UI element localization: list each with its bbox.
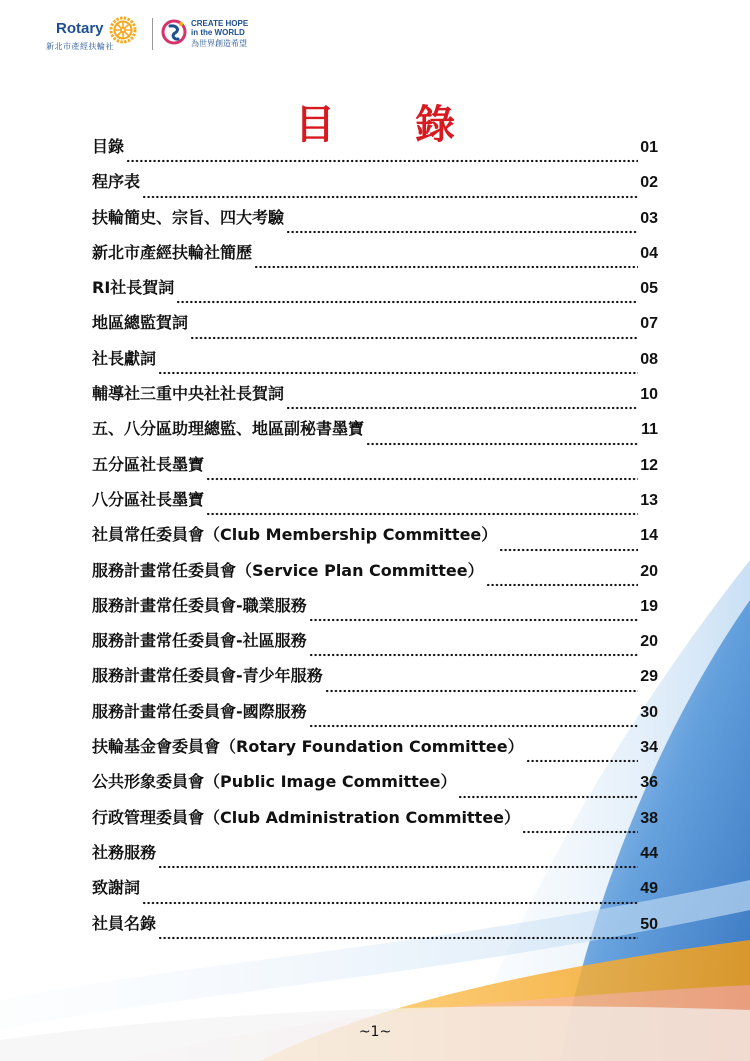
toc-entry[interactable]	[92, 240, 658, 275]
toc-entry-label: 行政管理委員會（Club Administration Committee）	[92, 807, 521, 827]
rotary-wheel-icon	[109, 16, 137, 44]
toc-entry-label: 新北市產經扶輪社簡歷	[92, 242, 253, 262]
toc-entry[interactable]	[92, 310, 658, 345]
toc-entry-page: 38	[640, 809, 658, 827]
toc-entry[interactable]	[92, 558, 658, 593]
toc-entry-page: 14	[640, 527, 658, 545]
toc-entry-label: 五分區社長墨寶	[92, 454, 205, 474]
table-of-contents	[92, 134, 658, 946]
toc-entry[interactable]	[92, 699, 658, 734]
toc-leader-dots	[206, 477, 638, 481]
toc-entry[interactable]	[92, 522, 658, 557]
toc-leader-dots	[526, 759, 639, 763]
toc-entry-page: 34	[640, 739, 658, 757]
toc-entry[interactable]	[92, 346, 658, 381]
header-divider	[152, 18, 153, 50]
theme-line-2: in the WORLD	[191, 28, 245, 37]
page-number: ~1~	[358, 1024, 392, 1040]
toc-entry-page: 05	[640, 280, 658, 298]
theme-line-3: 為世界創造希望	[191, 39, 247, 48]
create-hope-icon	[161, 17, 187, 47]
toc-entry-label: 輔導社三重中央社社長賀詞	[92, 384, 285, 404]
toc-entry-page: 12	[640, 456, 658, 474]
toc-entry-page: 49	[640, 880, 658, 898]
toc-entry-label: 服務計畫常任委員會-社區服務	[92, 631, 307, 651]
toc-leader-dots	[286, 406, 638, 410]
toc-entry-page: 01	[640, 139, 658, 156]
toc-leader-dots	[254, 265, 638, 269]
toc-entry[interactable]	[92, 769, 658, 804]
toc-entry-page: 19	[640, 597, 658, 615]
toc-entry[interactable]	[92, 628, 658, 663]
toc-leader-dots	[190, 336, 638, 340]
toc-entry-page: 03	[640, 209, 658, 227]
toc-entry[interactable]	[92, 593, 658, 628]
toc-entry-page: 10	[640, 386, 658, 404]
toc-entry[interactable]	[92, 840, 658, 875]
toc-entry-label: 社員名錄	[92, 913, 157, 933]
toc-entry-label: 扶輪簡史、宗旨、四大考驗	[92, 207, 285, 227]
toc-entry-page: 29	[640, 668, 658, 686]
toc-entry-page: 20	[640, 633, 658, 651]
toc-leader-dots	[499, 548, 638, 552]
toc-entry-label: 服務計畫常任委員會-青少年服務	[92, 666, 323, 686]
toc-entry-label: 扶輪基金會委員會（Rotary Foundation Committee）	[92, 737, 524, 757]
toc-leader-dots	[309, 724, 639, 728]
theme-logo	[161, 14, 271, 56]
toc-entry-page: 02	[640, 174, 658, 192]
toc-entry-page: 36	[640, 774, 658, 792]
toc-entry-page: 08	[640, 350, 658, 368]
page-header	[46, 14, 271, 56]
club-name: 新北市產經扶輪社	[46, 42, 114, 51]
rotary-logo	[46, 14, 146, 56]
toc-leader-dots	[309, 653, 639, 657]
toc-leader-dots	[286, 230, 638, 234]
toc-entry-page: 07	[640, 315, 658, 333]
toc-entry-label: 社員常任委員會（Club Membership Committee）	[92, 525, 498, 545]
toc-leader-dots	[158, 865, 638, 869]
toc-leader-dots	[522, 830, 638, 834]
toc-leader-dots	[142, 901, 638, 905]
toc-entry-label: 八分區社長墨寶	[92, 489, 205, 509]
toc-entry[interactable]	[92, 169, 658, 204]
toc-entry-label: 致謝詞	[92, 878, 141, 898]
toc-entry[interactable]	[92, 416, 658, 451]
theme-line-1: CREATE HOPE	[191, 19, 249, 28]
toc-entry-label: 服務計畫常任委員會-國際服務	[92, 701, 307, 721]
toc-entry-page: 04	[640, 244, 658, 262]
toc-entry-label: 程序表	[92, 172, 141, 192]
toc-entry[interactable]	[92, 275, 658, 310]
toc-entry-label: RI社長賀詞	[92, 278, 175, 298]
toc-entry-label: 五、八分區助理總監、地區副秘書墨寶	[92, 419, 365, 439]
toc-entry[interactable]	[92, 487, 658, 522]
toc-entry[interactable]	[92, 663, 658, 698]
toc-entry-label: 社務服務	[92, 842, 157, 862]
toc-entry[interactable]	[92, 205, 658, 240]
toc-leader-dots	[309, 618, 639, 622]
toc-leader-dots	[458, 795, 638, 799]
toc-entry-page: 30	[640, 703, 658, 721]
toc-leader-dots	[158, 371, 638, 375]
toc-leader-dots	[176, 300, 638, 304]
toc-leader-dots	[366, 442, 639, 446]
toc-entry-page: 50	[640, 915, 658, 933]
toc-entry-label: 目錄	[92, 137, 125, 156]
toc-leader-dots	[486, 583, 639, 587]
rotary-name: Rotary	[56, 20, 104, 37]
toc-entry[interactable]	[92, 911, 658, 946]
toc-entry-label: 公共形象委員會（Public Image Committee）	[92, 772, 457, 792]
toc-leader-dots	[158, 936, 638, 940]
toc-entry[interactable]	[92, 734, 658, 769]
toc-entry[interactable]	[92, 875, 658, 910]
toc-leader-dots	[325, 689, 639, 693]
toc-entry[interactable]	[92, 381, 658, 416]
toc-entry[interactable]	[92, 805, 658, 840]
toc-entry-page: 20	[640, 562, 658, 580]
toc-entry[interactable]	[92, 452, 658, 487]
toc-entry-page: 13	[640, 491, 658, 509]
toc-entry-label: 社長獻詞	[92, 348, 157, 368]
toc-entry-label: 服務計畫常任委員會（Service Plan Committee）	[92, 560, 484, 580]
toc-entry-page: 44	[640, 844, 658, 862]
toc-leader-dots	[126, 159, 638, 163]
toc-entry-label: 地區總監賀詞	[92, 313, 189, 333]
toc-leader-dots	[142, 195, 638, 199]
toc-entry-label: 服務計畫常任委員會-職業服務	[92, 595, 307, 615]
toc-leader-dots	[206, 512, 638, 516]
toc-entry[interactable]	[92, 134, 658, 169]
toc-entry-page: 11	[641, 421, 658, 439]
page-title: 目 錄	[295, 101, 455, 148]
